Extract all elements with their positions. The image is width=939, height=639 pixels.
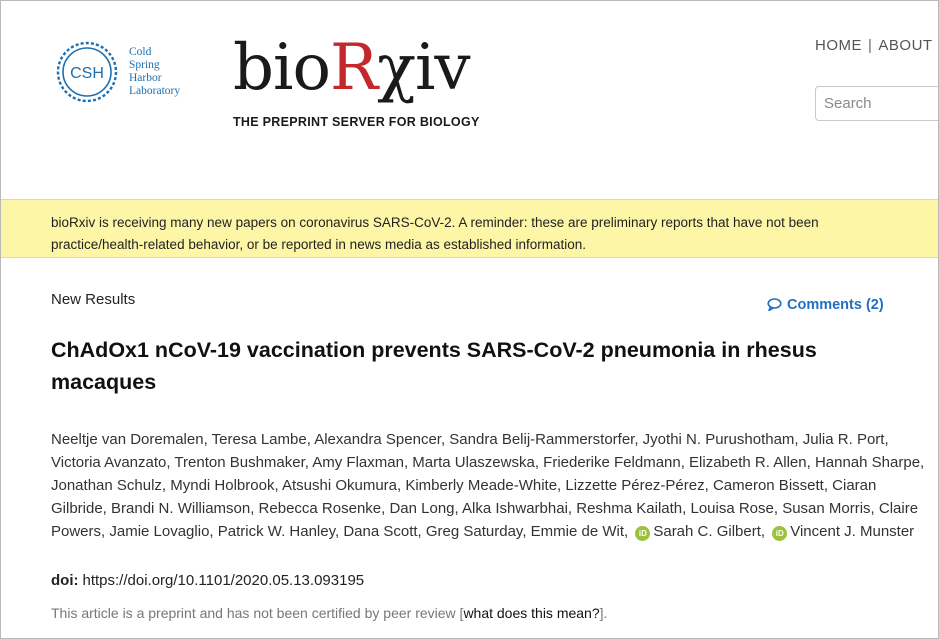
- csh-initials: CSH: [70, 65, 104, 82]
- biorxiv-logo[interactable]: [233, 31, 523, 129]
- banner-line-1: bioRxiv is receiving many new papers on coronavirus SARS-CoV-2. A reminder: these are preliminary reports that have not been: [51, 215, 819, 230]
- author-vincent-munster[interactable]: Vincent J. Munster: [790, 523, 915, 540]
- wordmark-bio: bio: [233, 31, 330, 105]
- csh-line: Spring: [129, 59, 160, 71]
- csh-line: Harbor: [129, 72, 162, 84]
- csh-logo[interactable]: [53, 38, 180, 106]
- csh-line: Cold: [129, 46, 152, 58]
- csh-name: [129, 46, 180, 98]
- comments-link[interactable]: [767, 297, 884, 313]
- coronavirus-notice-banner: [1, 199, 939, 258]
- doi-url[interactable]: https://doi.org/10.1101/2020.05.13.093195: [82, 572, 365, 589]
- nav-separator: |: [868, 37, 873, 54]
- notice-text: This article is a preprint and has not been certified by peer review [: [51, 605, 464, 621]
- wordmark-chiv: χiv: [377, 31, 470, 105]
- top-nav: [815, 37, 933, 54]
- notice-end: ].: [599, 605, 608, 621]
- authors-text: Neeltje van Doremalen, Teresa Lambe, Alexandra Spencer, Sandra Belij-Rammerstorfer, Jyothi N. Purushotham, Julia R. Port, Victoria Avanzato, Trenton Bushmaker, Amy Flaxman, Marta Ulaszewska, Friederike Feldmann, Elizabeth R. Allen, Hannah Sharpe, Jonathan Schulz, Myndi Holbrook, Atsushi Okumura, Kimberly Meade-White, Lizzette Pérez-Pérez, Cameron Bissett, Ciaran Gilbride, Brandi N. Williamson, Rebecca Rosenke, Dan Long, Alka Ishwarbhai, Reshma Kailath, Louisa Rose, Susan Morris, Claire Powers, Jamie Lovaglio, Patrick W. Hanley, Dana Scott, Greg Saturday, Emmie de Wit,: [51, 431, 925, 540]
- article-title: ChAdOx1 nCoV-19 vaccination prevents SARS-CoV-2 pneumonia in rhesus macaques: [51, 338, 817, 394]
- nav-home-link[interactable]: HOME: [815, 37, 862, 54]
- biorxiv-tagline: THE PREPRINT SERVER FOR BIOLOGY: [233, 115, 480, 129]
- speech-bubble-icon: [767, 298, 782, 311]
- wordmark-r: R: [329, 31, 378, 105]
- author-sarah-gilbert[interactable]: Sarah C. Gilbert,: [653, 523, 766, 540]
- orcid-icon[interactable]: iD: [635, 526, 650, 541]
- csh-dna-ring-icon: [53, 38, 121, 106]
- article-section-label: New Results: [51, 291, 136, 308]
- csh-line: Laboratory: [129, 85, 181, 97]
- nav-about-link[interactable]: ABOUT: [878, 37, 933, 54]
- search-input[interactable]: [816, 87, 936, 120]
- banner-text: [51, 212, 939, 256]
- biorxiv-wordmark: [233, 31, 523, 105]
- preprint-notice: [51, 605, 607, 621]
- what-does-this-mean-link[interactable]: what does this mean?: [463, 605, 600, 621]
- banner-line-2: practice/health-related behavior, or be reported in news media as established information.: [51, 237, 587, 252]
- comments-label: Comments (2): [787, 297, 884, 313]
- doi-label: doi:: [51, 572, 79, 589]
- orcid-icon[interactable]: iD: [772, 526, 787, 541]
- author-list: [51, 428, 931, 543]
- doi-line: [51, 572, 364, 589]
- search-box: [815, 86, 939, 121]
